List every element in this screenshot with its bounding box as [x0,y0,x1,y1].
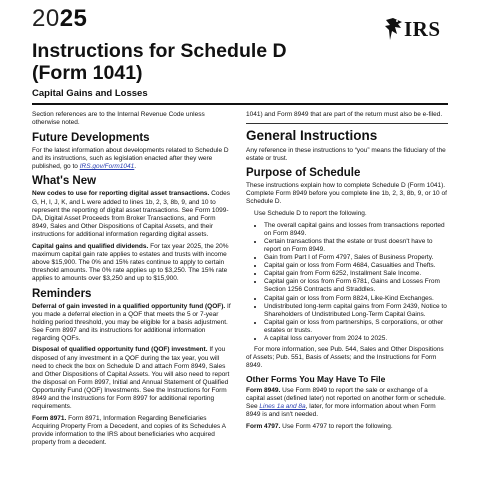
purpose-text: These instructions explain how to complete Schedule D (Form 1041). Complete Form 8949 before you complete line 1b, 2, 3, 8b, 9, or 10 of Schedule D. [246,182,447,206]
more-info-text: For more information, see Pub. 544, Sales and Other Dispositions of Assets; Pub. 551, Basis of Assets; and the Instructions for Form 8949. [246,346,444,370]
list-item: • Capital gain or loss from Form 8824, Like-Kind Exchanges. [264,295,448,303]
form-8949-paragraph: Form 8949. Use Form 8949 to report the sale or exchange of a capital asset (defined later) not reported on another form or schedule. See Lines 1a and 8a, later, for more information about when Form 8949 is and isn't needed. [246,386,446,419]
list-item: • Undistributed long-term capital gains from Form 2439, Notice to Shareholders of Undistributed Long-Term Capital Gains. [264,303,448,319]
irs-form1041-link[interactable]: IRS.gov/Form1041 [79,162,135,170]
capital-gains-paragraph: Capital gains and qualified dividends. For tax year 2025, the 20% maximum capital gain rate applies to estates and trusts with income above $15,900. The 0% and 15% rates continue to apply to certain threshold amounts. The 0% rate applies up to $3,250. The 15% rate applies to amounts over $3,250 and up to $15,900. [32,242,229,282]
page-title [32,40,287,84]
left-column [32,111,232,451]
eagle-icon [384,16,404,42]
section-divider [246,123,448,124]
intro-note: Section references are to the Internal Revenue Code unless otherwise noted. [32,111,205,127]
title-line-1: Instructions for Schedule D [32,40,287,62]
new-codes-paragraph: New codes to use for reporting digital asset transactions. Codes G, H, I, J, K, and L were added to lines 1b, 2, 3, 8b, 9, and 10 to represent the reporting of digital asset transactions. See Form 1099-DA, Digital Asset Proceeds from Broker Transactions, and Form 8949, Sales and Other Dispositions of Capital Assets, and their instructions for additional information regarding digital assets. [32,190,230,238]
use-schedule-intro: Use Schedule D to report the following. [254,210,367,218]
qof-disposal-paragraph: Disposal of qualified opportunity fund (QOF) investment. If you disposed of any investment in a QOF during the tax year, you will need to check the box on Schedule D and attach Form 8949, Sales and Other Dispositions of Capital Assets. You will also need to report the disposal on Form 8997, Initial and Annual Statement of Qualified Opportunity Fund (QOF) Investments. See the Instructions for Form 8949 and the Instructions for Form 8997 for additional reporting requirements. [32,346,230,411]
list-item: • Certain transactions that the estate or trust doesn't have to report on Form 8949. [264,238,448,254]
list-item: • Capital gain or loss from Form 4684, Casualties and Thefts. [264,262,448,270]
list-item: • Capital gain or loss from Form 6781, Gains and Losses From Section 1256 Contracts and Straddles. [264,278,448,294]
form-4797-paragraph: Form 4797. Use Form 4797 to report the following. [246,422,393,430]
right-column [246,111,448,434]
lines-1a-8a-link[interactable]: Lines 1a and 8a [259,403,306,411]
list-item: • Capital gain from Form 6252, Installment Sale Income. [264,270,448,278]
purpose-heading: Purpose of Schedule [246,167,361,180]
report-items-list [246,222,448,343]
general-instructions-text: Any reference in these instructions to “you” means the fiduciary of the estate or trust. [246,146,446,162]
page-subtitle: Capital Gains and Losses [32,88,148,99]
list-item: • Capital gain or loss from partnerships, S corporations, or other estates or trusts. [264,319,448,335]
reminders-heading: Reminders [32,287,92,300]
irs-logo [384,16,448,46]
qof-deferral-paragraph: Deferral of gain invested in a qualified opportunity fund (QOF). If you made a deferral election in a QOF that meets the 5 or 7-year holding period threshold, you may be eligible for a basis adjustment. See Form 8997 and its instructions for additional information regarding QOFs. [32,302,231,342]
list-item: • The overall capital gains and losses from transactions reported on Form 8949. [264,222,448,238]
future-developments-text: For the latest information about developments related to Schedule D and its instructions, such as legislation enacted after they were published, go to IRS.gov/Form1041. [32,146,229,170]
list-item: • A capital loss carryover from 2024 to 2025. [264,335,448,343]
whats-new-heading: What's New [32,175,97,188]
list-item: • Gain from Part I of Form 4797, Sales of Business Property. [264,254,448,262]
general-instructions-heading: General Instructions [246,127,378,143]
continued-text: 1041) and Form 8949 that are part of the return must also be e-filed. [246,111,443,118]
title-line-2: (Form 1041) [32,62,143,84]
form-year: 2025 [32,5,88,32]
other-forms-heading: Other Forms You May Have To File [246,373,386,384]
header-divider [32,103,448,105]
future-developments-heading: Future Developments [32,131,150,144]
form-8971-paragraph: Form 8971. Form 8971, Information Regarding Beneficiaries Acquiring Property From a Decedent, and copies of its Schedules A provide information to the IRS about beneficiaries who acquired property from a decedent. [32,414,226,446]
irs-logo-text: IRS [404,17,441,41]
